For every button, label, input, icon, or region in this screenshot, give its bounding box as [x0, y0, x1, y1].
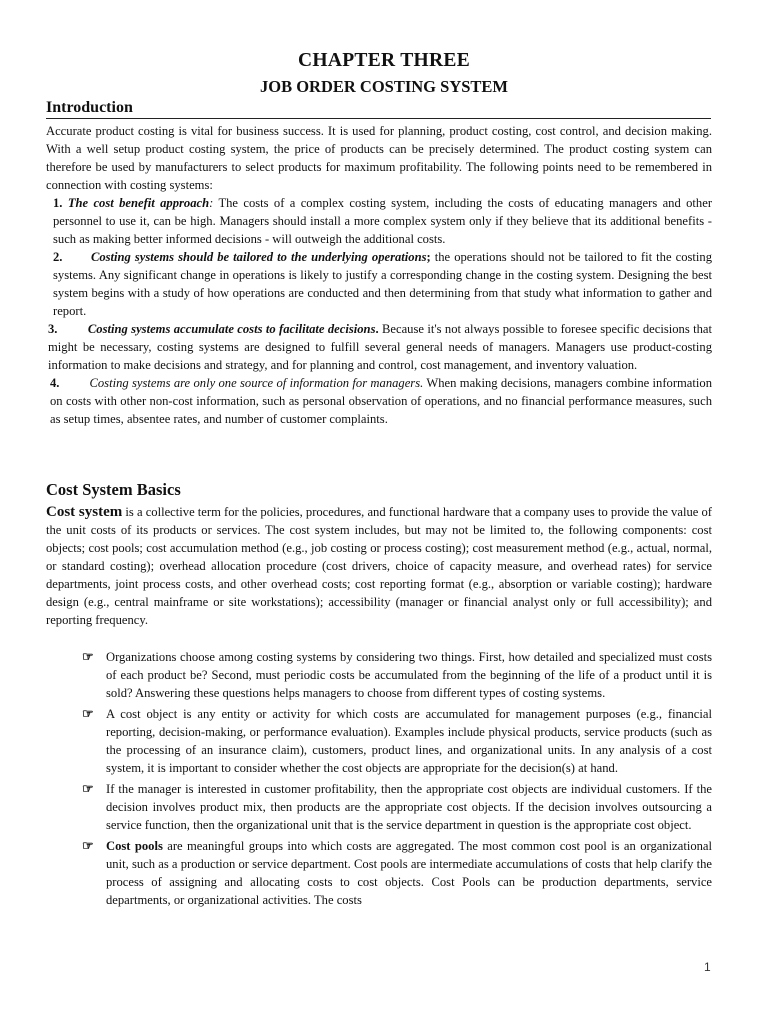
lead-text: is a collective term for the policies, procedures, and functional hardware that a company uses to provide the value of the unit costs of its products or services. The cost system includes, but may not be limited to, the following components: cost objects; cost pools; cost accumulation method (e.g., job costing or process costing); cost measurement method (e.g., actual, normal, or standard costing); overhead allocation procedure (cost drivers, choice of capacity measure, and overhead rates) for service departments, joint process costs, and other overhead costs; cost reporting format (e.g., absorption or variable costing); hardware design (e.g., central mainframe or site workstations); accessibility (manager or financial analyst only or full accessibility); and reporting frequency.: [46, 505, 712, 627]
cost-system-definition: [46, 503, 712, 629]
point-title: The cost benefit approach: [67, 196, 210, 210]
point-separator: .: [420, 376, 424, 390]
point-separator: .: [375, 322, 379, 336]
list-item: [82, 780, 712, 834]
bullet-text: If the manager is interested in customer profitability, then the appropriate cost objects are individual customers. If the decision involves product mix, then products are the appropriate cost objects. If the decision involves outsourcing a service function, then the organizational unit that is the service department in question is the appropriate cost object.: [106, 782, 712, 832]
introduction-paragraph: Accurate product costing is vital for business success. It is used for planning, product costing, cost control, and decision making. With a well setup product costing system, the price of products can be precisely determined. The product costing system can therefore be used by manufacturers to select products for maximum profitability. The following points need to be remembered in connection with costing systems:: [46, 124, 712, 192]
page-number: 1: [704, 960, 711, 974]
point-title: Costing systems should be tailored to the underlying operations: [90, 250, 427, 264]
point-body: the operations should not be tailored to fit the costing systems. Any significant change in operations is likely to justify a corresponding change in the costing system. Designing the best system begins with a study of how operations are conducted and then determining from that study what information to gather and report.: [53, 250, 712, 318]
point-number: 3.: [48, 322, 58, 336]
section-heading-cost-system-basics: Cost System Basics: [46, 480, 181, 499]
point-1: [46, 194, 712, 248]
point-body: The costs of a complex costing system, including the costs of educating managers and other personnel to use it, can be high. Managers should install a more complex system only if they believe that its additional benefits - such as making better informed decisions - will outweigh the additional costs.: [53, 196, 713, 246]
bullet-lead: Cost pools: [106, 839, 163, 853]
point-title: Costing systems accumulate costs to facilitate decisions: [87, 322, 376, 336]
pointing-hand-icon: ☞: [82, 838, 94, 853]
lead-term: Cost system: [46, 504, 123, 520]
point-3: [46, 320, 712, 374]
bullet-text: A cost object is any entity or activity for which costs are accumulated for management purposes (e.g., financial reporting, decision-making, or performance evaluation). Examples include physical products, service products (such as the processing of an insurance claim), customers, product lines, and organizational units. In any analysis of a cost system, it is important to consider whether the cost objects are appropriate for the decision(s) at hand.: [106, 707, 712, 775]
pointing-hand-icon: ☞: [82, 706, 94, 721]
list-item: [82, 648, 712, 702]
point-4: [46, 374, 712, 428]
cost-system-basics-body: [46, 503, 712, 629]
bullet-text: are meaningful groups into which costs are aggregated. The most common cost pool is an organizational unit, such as a production or service department. Cost pools are intermediate accumulations of costs that help clarify the process of assigning and allocating costs to cost objects. Cost Pools can be production departments, service departments, or organizational activities. The costs: [106, 839, 712, 907]
bullet-text: Organizations choose among costing systems by considering two things. First, how detailed and specialized must costs of each product be? Second, must periodic costs be accumulated from the beginning of the life of a product until it is sold? Answering these questions helps managers to choose from different types of costing systems.: [106, 650, 712, 700]
introduction-body: [46, 122, 712, 428]
point-number: 4.: [50, 376, 60, 390]
point-body: When making decisions, managers combine information on costs with other non-cost information, such as personal observation of operations, and no financial performance measures, such as setup times, absentee rates, and number of customer complaints.: [50, 376, 712, 426]
point-separator: :: [209, 196, 214, 210]
bullet-list: [82, 648, 712, 912]
point-separator: ;: [426, 250, 431, 264]
point-number: 1.: [53, 196, 63, 210]
list-item: [82, 837, 712, 909]
point-title: Costing systems are only one source of information for managers: [89, 376, 421, 390]
list-item: [82, 705, 712, 777]
chapter-title: CHAPTER THREE: [297, 50, 471, 71]
pointing-hand-icon: ☞: [82, 781, 94, 796]
point-number: 2.: [53, 250, 63, 264]
point-body: Because it's not always possible to foresee specific decisions that might be necessary, costing systems are designed to fulfill several general needs of managers. Managers use product-costing information to make decisions and strategy, and for planning and control, cost management, and inventory valuation.: [48, 322, 712, 372]
section-heading-introduction: Introduction: [46, 99, 711, 119]
chapter-subtitle: JOB ORDER COSTING SYSTEM: [259, 77, 508, 96]
point-2: [46, 248, 712, 320]
pointing-hand-icon: ☞: [82, 649, 94, 664]
